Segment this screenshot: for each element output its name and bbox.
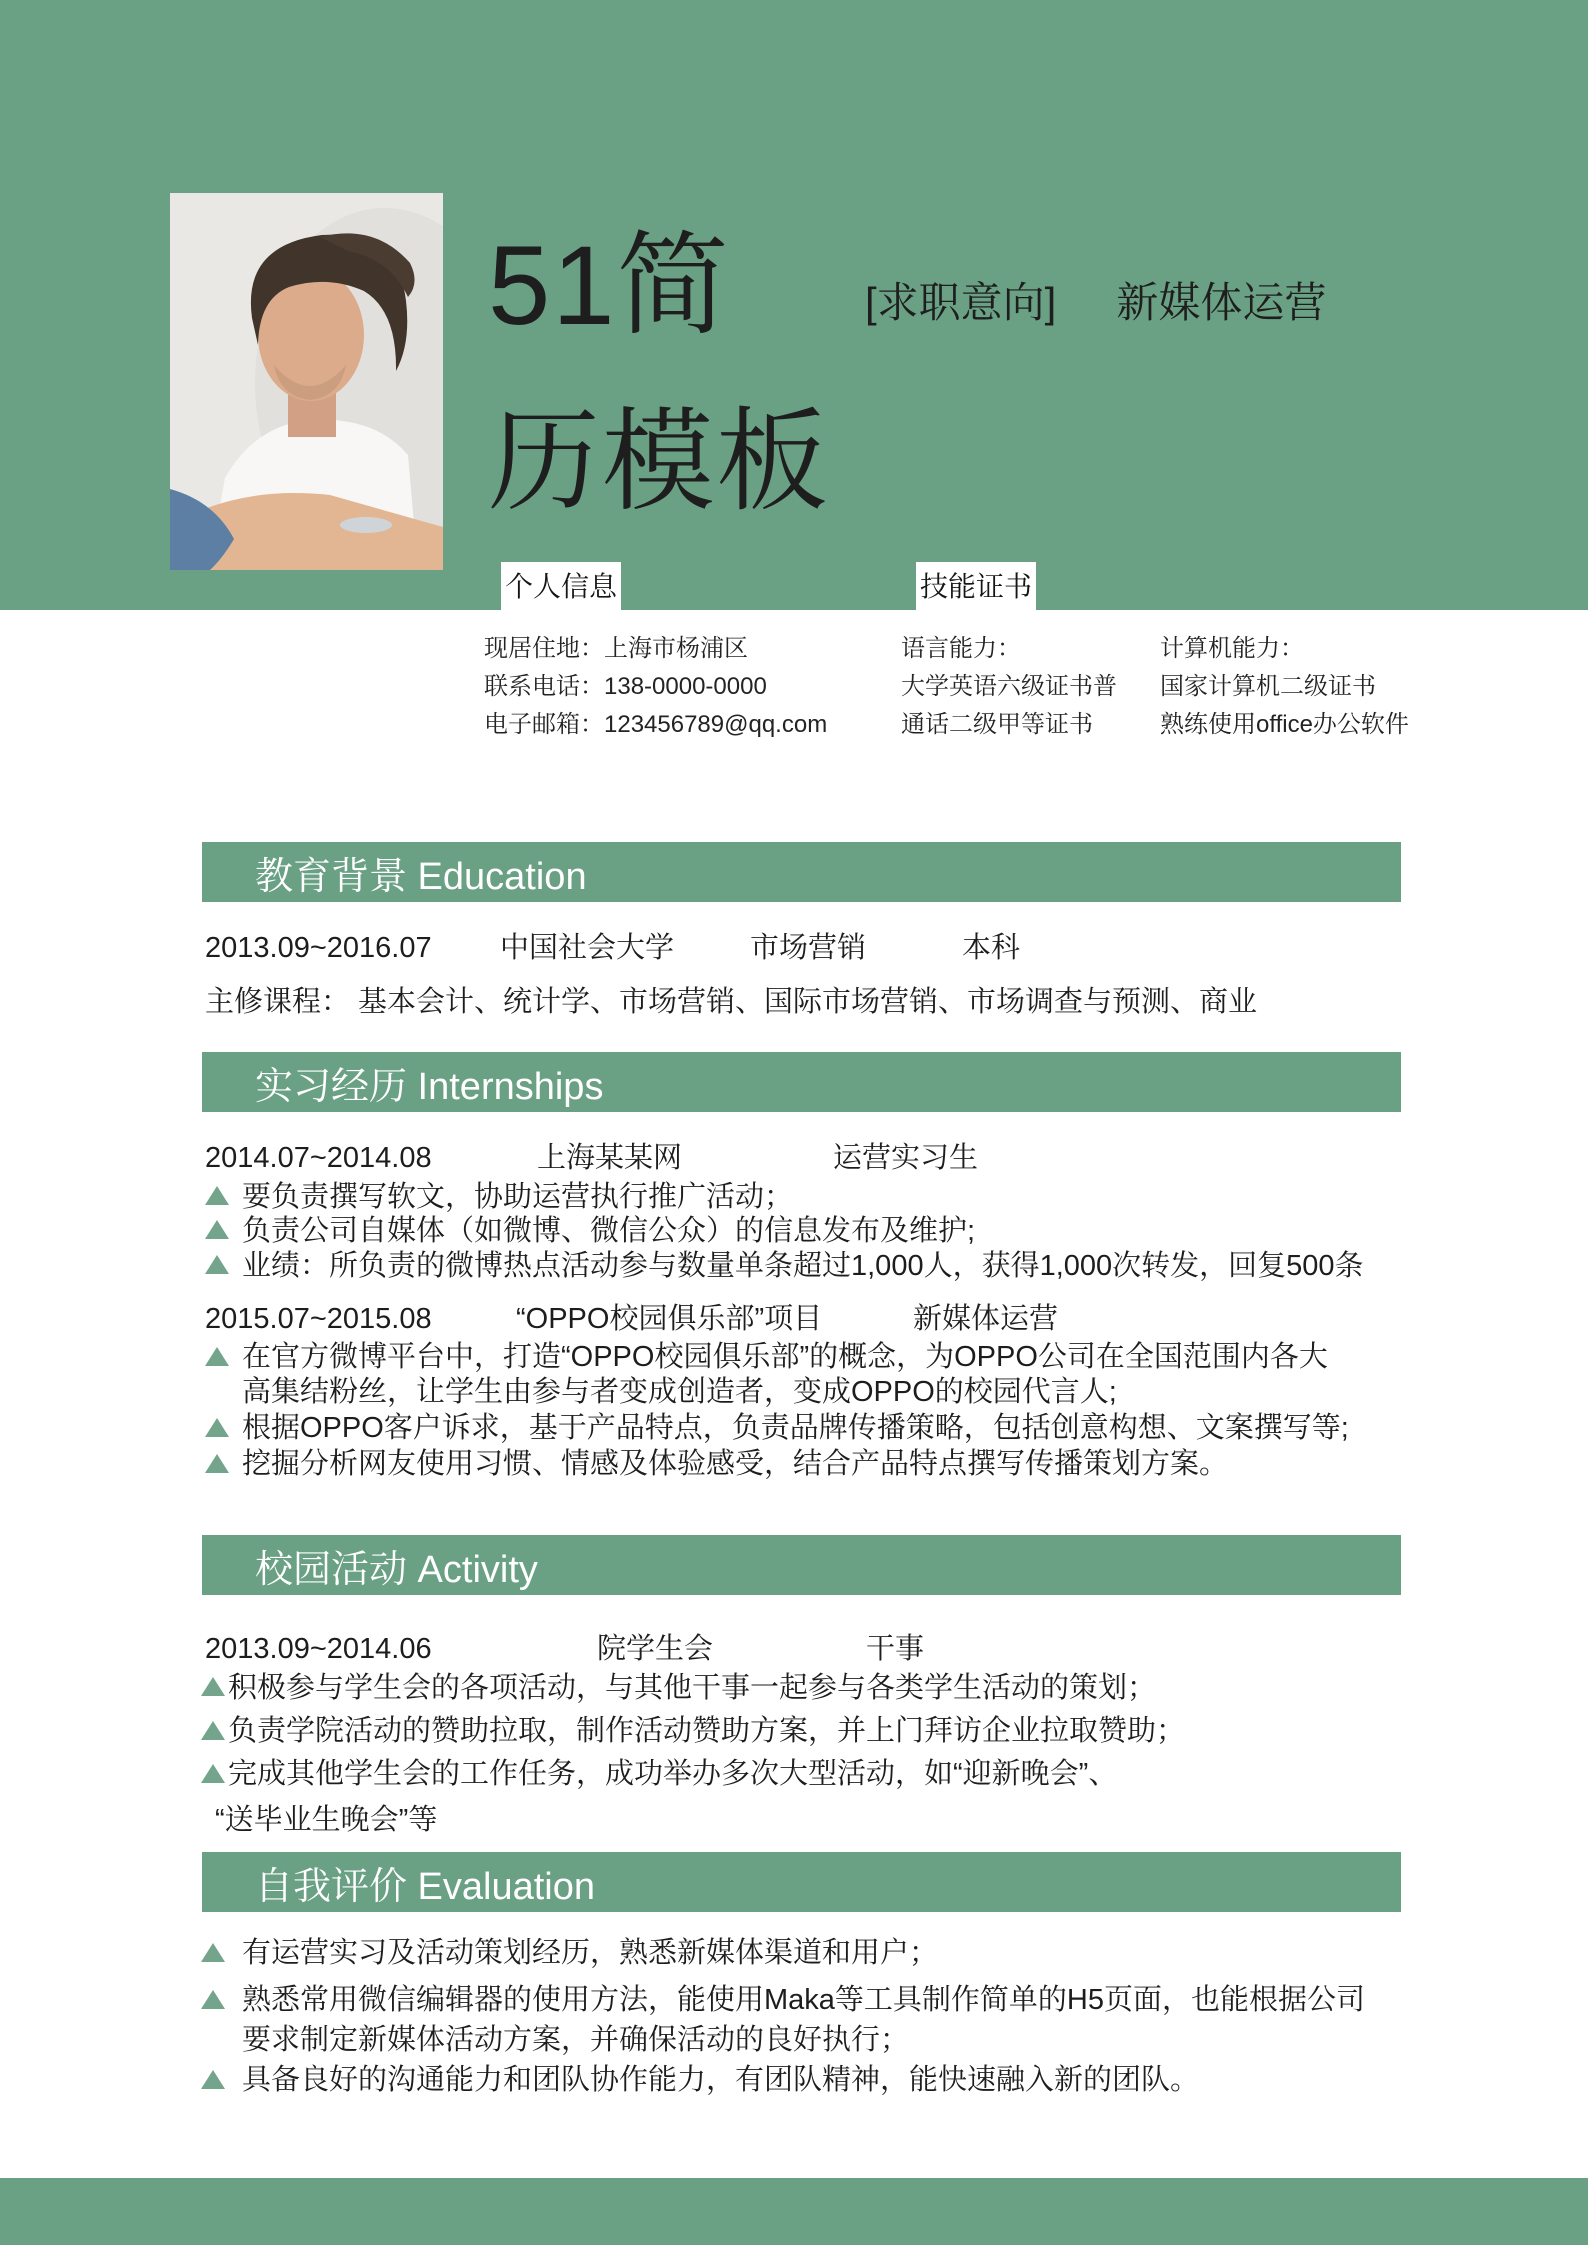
text-line: 挖掘分析网友使用习惯、情感及体验感受，结合产品特点撰写传播策划方案。 <box>242 1448 1229 1480</box>
bullet-triangle-icon <box>201 2070 225 2089</box>
skill-line: 熟练使用office办公软件 <box>1160 711 1409 738</box>
section-title: 校园活动 Activity <box>255 1548 538 1591</box>
text-line: 院学生会 <box>597 1633 714 1665</box>
text-line: 具备良好的沟通能力和团队协作能力，有团队精神，能快速融入新的团队。 <box>242 2064 1200 2096</box>
text-line: 积极参与学生会的各项活动，与其他干事一起参与各类学生活动的策划； <box>228 1672 1157 1704</box>
bullet-triangle-icon <box>205 1220 229 1239</box>
skill-line: 语言能力： <box>901 635 1021 662</box>
brand-title-line1: 51简 <box>488 223 731 348</box>
text-line: 根据OPPO客户诉求，基于产品特点，负责品牌传播策略，包括创意构想、文案撰写等; <box>242 1412 1349 1444</box>
text-line: 2013.09~2014.06 <box>205 1633 432 1665</box>
text-line: 2013.09~2016.07 <box>205 932 432 964</box>
skill-line: 通话二级甲等证书 <box>901 711 1093 738</box>
text-line: 本科 <box>962 932 1021 964</box>
text-line: 负责学院活动的赞助拉取，制作活动赞助方案，并上门拜访企业拉取赞助； <box>228 1715 1186 1747</box>
text-line: 完成其他学生会的工作任务，成功举办多次大型活动，如“迎新晚会”、 <box>228 1758 1118 1790</box>
tab-personal-info: 个人信息 <box>501 562 621 610</box>
section-header-bar <box>202 1052 1401 1112</box>
text-line: 2014.07~2014.08 <box>205 1142 432 1174</box>
text-line: 2015.07~2015.08 <box>205 1303 432 1335</box>
bullet-triangle-icon <box>205 1454 229 1473</box>
section-title: 教育背景 Education <box>255 855 587 898</box>
job-intent-bracket: [求职意向] <box>865 279 1057 326</box>
section-title: 自我评价 Evaluation <box>255 1865 596 1908</box>
tab-skills-cert: 技能证书 <box>916 562 1036 610</box>
bullet-triangle-icon <box>201 1990 225 2009</box>
contact-line: 电子邮箱：123456789@qq.com <box>484 711 828 738</box>
skill-line: 大学英语六级证书普 <box>901 673 1117 700</box>
section-header-bar <box>202 1535 1401 1595</box>
text-line: 干事 <box>866 1633 925 1665</box>
bullet-triangle-icon <box>201 1677 225 1696</box>
brand-title-line2: 历模板 <box>488 399 830 524</box>
bullet-triangle-icon <box>201 1943 225 1962</box>
bullet-triangle-icon <box>205 1255 229 1274</box>
text-line: 要负责撰写软文，协助运营执行推广活动； <box>242 1181 794 1213</box>
bullet-triangle-icon <box>205 1186 229 1205</box>
text-line: 上海某某网 <box>537 1142 683 1174</box>
skill-line: 计算机能力： <box>1160 635 1304 662</box>
skill-line: 国家计算机二级证书 <box>1160 673 1376 700</box>
bullet-triangle-icon <box>205 1347 229 1366</box>
text-line: 市场营销 <box>750 932 867 964</box>
text-line: “送毕业生晚会”等 <box>215 1804 438 1836</box>
text-line: 主修课程： 基本会计、统计学、市场营销、国际市场营销、市场调查与预测、商业 <box>205 986 1258 1018</box>
text-line: 熟悉常用微信编辑器的使用方法，能使用Maka等工具制作简单的H5页面，也能根据公司 <box>242 1984 1365 2016</box>
bullet-triangle-icon <box>201 1721 225 1740</box>
section-header-bar <box>202 1852 1401 1912</box>
text-line: 高集结粉丝，让学生由参与者变成创造者，变成OPPO的校园代言人; <box>242 1376 1117 1408</box>
job-intent-value: 新媒体运营 <box>1116 279 1327 326</box>
section-header-bar <box>202 842 1401 902</box>
text-line: 运营实习生 <box>833 1142 979 1174</box>
text-line: “OPPO校园俱乐部”项目 <box>516 1303 823 1335</box>
footer-band <box>0 2178 1588 2245</box>
job-intent <box>865 270 1326 330</box>
profile-photo-illustration <box>170 193 443 570</box>
text-line: 业绩：所负责的微博热点活动参与数量单条超过1,000人，获得1,000次转发，回复500条 <box>242 1250 1364 1282</box>
text-line: 在官方微博平台中，打造“OPPO校园俱乐部”的概念，为OPPO公司在全国范围内各大 <box>242 1341 1328 1373</box>
bullet-triangle-icon <box>205 1418 229 1437</box>
section-title: 实习经历 Internships <box>255 1065 604 1108</box>
contact-line: 联系电话：138-0000-0000 <box>484 673 767 700</box>
text-line: 负责公司自媒体（如微博、微信公众）的信息发布及维护; <box>242 1215 976 1247</box>
profile-photo <box>170 193 443 570</box>
text-line: 有运营实习及活动策划经历，熟悉新媒体渠道和用户； <box>242 1937 939 1969</box>
text-line: 要求制定新媒体活动方案，并确保活动的良好执行； <box>242 2024 910 2056</box>
bullet-triangle-icon <box>201 1764 225 1783</box>
contact-line: 现居住地：上海市杨浦区 <box>484 635 748 662</box>
text-line: 新媒体运营 <box>913 1303 1059 1335</box>
text-line: 中国社会大学 <box>500 932 675 964</box>
